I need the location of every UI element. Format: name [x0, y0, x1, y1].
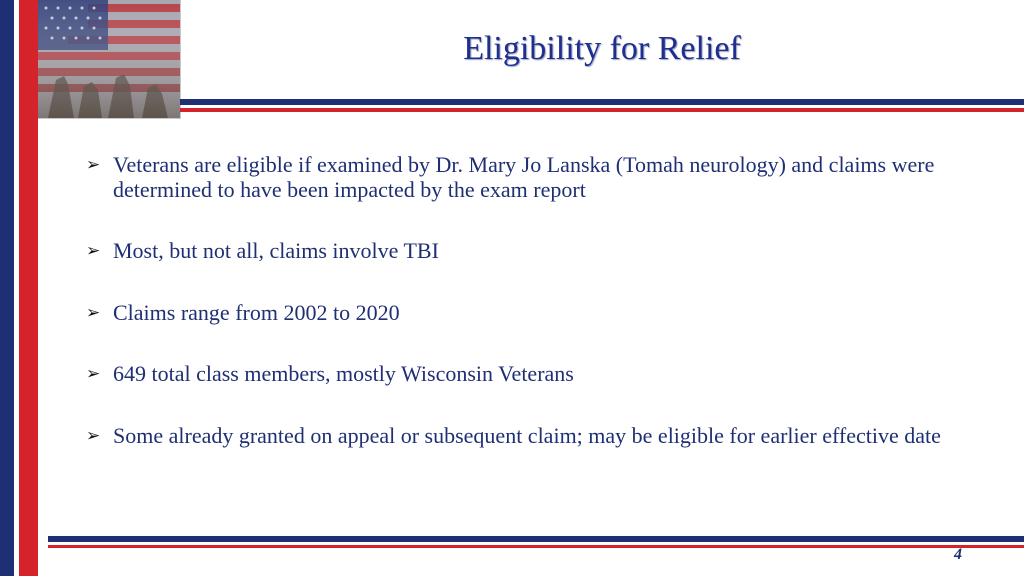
arrow-bullet-icon: ➢	[86, 155, 101, 175]
page-number: 4	[954, 546, 962, 563]
footer-red-rule	[48, 545, 1024, 548]
bullet-text: Most, but not all, claims involve TBI	[113, 238, 439, 263]
arrow-bullet-icon: ➢	[86, 426, 101, 446]
bullet-text: 649 total class members, mostly Wisconsin Veterans	[113, 361, 574, 386]
arrow-bullet-icon: ➢	[86, 241, 101, 261]
bullet-item-1	[86, 152, 963, 202]
arrow-bullet-icon: ➢	[86, 364, 101, 384]
flag-graphic	[38, 0, 180, 118]
footer-navy-rule	[48, 536, 1024, 542]
header-red-rule	[180, 108, 1024, 112]
bullet-text: Veterans are eligible if examined by Dr. Mary Jo Lanska (Tomah neurology) and claims were determined to have been impacted by the exam report	[113, 152, 935, 202]
bullet-item-2	[86, 238, 963, 264]
arrow-bullet-icon: ➢	[86, 303, 101, 323]
left-navy-stripe	[0, 0, 14, 576]
slide-title: Eligibility for Relief	[463, 30, 741, 67]
american-flag-image	[38, 0, 181, 119]
bullet-item-5	[86, 423, 963, 449]
bullet-item-4	[86, 361, 963, 387]
bullet-text: Claims range from 2002 to 2020	[113, 300, 400, 325]
header-navy-rule	[180, 99, 1024, 105]
bullet-text: Some already granted on appeal or subsequent claim; may be eligible for earlier effective date	[113, 423, 941, 448]
left-red-stripe	[19, 0, 38, 576]
bullet-item-3	[86, 300, 963, 326]
